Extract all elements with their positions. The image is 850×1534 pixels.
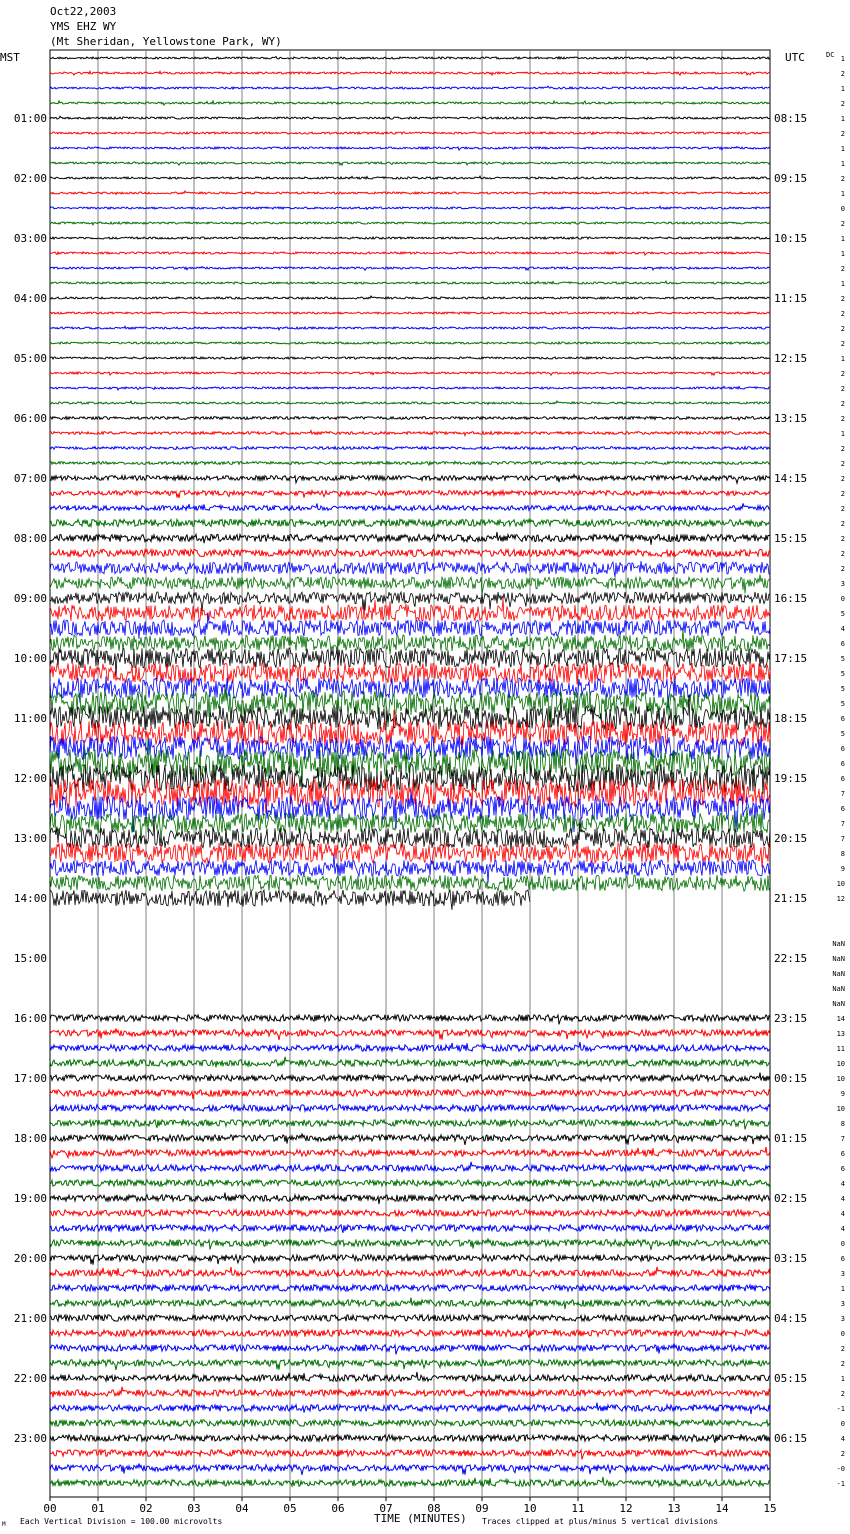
trace-value-59: NaN <box>832 940 845 948</box>
trace-value-84: 3 <box>840 1315 845 1323</box>
trace-30 <box>50 503 770 511</box>
trace-value-24: 2 <box>840 415 845 423</box>
dc-label: DC <box>826 51 835 59</box>
trace-value-8: 2 <box>840 175 845 183</box>
trace-41 <box>50 663 770 684</box>
trace-3 <box>50 101 770 105</box>
trace-12 <box>50 237 770 239</box>
trace-value-22: 2 <box>840 385 845 393</box>
trace-value-78: 4 <box>840 1225 845 1233</box>
x-tick-label-9: 09 <box>475 1502 489 1515</box>
trace-value-27: 2 <box>840 460 845 468</box>
trace-value-75: 4 <box>840 1180 845 1188</box>
mst-label-20: 21:00 <box>13 1312 47 1325</box>
utc-label-2: 10:15 <box>774 232 808 245</box>
mst-label-22: 23:00 <box>13 1432 47 1445</box>
utc-label-17: 01:15 <box>774 1132 808 1145</box>
header-station: YMS EHZ WY <box>50 20 117 33</box>
trace-33 <box>50 549 770 556</box>
trace-93 <box>50 1450 770 1460</box>
utc-axis-label: UTC <box>785 51 805 64</box>
footer-left-note: Each Vertical Division = 100.00 microvolts <box>20 1517 223 1526</box>
utc-hour-labels <box>774 112 807 1445</box>
trace-76 <box>50 1193 770 1204</box>
trace-value-64: 14 <box>836 1015 845 1023</box>
trace-86 <box>50 1344 770 1355</box>
trace-value-35: 3 <box>840 580 845 588</box>
trace-7 <box>50 162 770 165</box>
utc-label-16: 00:15 <box>774 1072 808 1085</box>
trace-value-16: 2 <box>840 295 845 303</box>
header-date: Oct22,2003 <box>50 5 117 18</box>
mst-hour-labels <box>14 112 47 1445</box>
trace-91 <box>50 1420 770 1426</box>
utc-label-6: 14:15 <box>774 472 808 485</box>
x-tick-label-11: 11 <box>571 1502 585 1515</box>
trace-78 <box>50 1224 770 1233</box>
trace-value-42: 5 <box>840 685 845 693</box>
trace-value-88: 1 <box>840 1375 845 1383</box>
trace-74 <box>50 1162 770 1173</box>
mst-label-9: 10:00 <box>13 652 47 665</box>
trace-37 <box>50 598 770 621</box>
trace-value-50: 6 <box>840 805 845 813</box>
trace-value-10: 0 <box>840 205 845 213</box>
trace-value-66: 11 <box>836 1045 845 1053</box>
trace-value-15: 1 <box>840 280 845 288</box>
trace-77 <box>50 1210 770 1216</box>
mst-label-17: 18:00 <box>13 1132 47 1145</box>
trace-value-80: 6 <box>840 1255 845 1263</box>
trace-20 <box>50 357 770 360</box>
utc-label-14: 22:15 <box>774 952 808 965</box>
trace-value-17: 2 <box>840 310 845 318</box>
trace-value-73: 6 <box>840 1150 845 1158</box>
trace-9 <box>50 191 770 194</box>
trace-83 <box>50 1298 770 1309</box>
utc-label-7: 15:15 <box>774 532 808 545</box>
utc-label-20: 04:15 <box>774 1312 808 1325</box>
trace-value-31: 2 <box>840 520 845 528</box>
trace-value-41: 5 <box>840 670 845 678</box>
x-tick-label-1: 01 <box>91 1502 105 1515</box>
x-tick-label-8: 08 <box>427 1502 441 1515</box>
trace-0 <box>50 57 770 60</box>
trace-value-51: 7 <box>840 820 845 828</box>
trace-value-74: 6 <box>840 1165 845 1173</box>
trace-value-21: 2 <box>840 370 845 378</box>
mst-axis-label: MST <box>0 51 20 64</box>
trace-value-39: 6 <box>840 640 845 648</box>
trace-value-14: 2 <box>840 265 845 273</box>
mst-label-12: 13:00 <box>13 832 47 845</box>
trace-value-46: 6 <box>840 745 845 753</box>
trace-value-5: 2 <box>840 130 845 138</box>
trace-value-52: 7 <box>840 835 845 843</box>
trace-55 <box>50 875 770 891</box>
utc-label-9: 17:15 <box>774 652 808 665</box>
utc-label-4: 12:15 <box>774 352 808 365</box>
trace-value-49: 7 <box>840 790 845 798</box>
trace-72 <box>50 1134 770 1145</box>
trace-94 <box>50 1464 770 1475</box>
trace-value-93: 2 <box>840 1450 845 1458</box>
mst-label-11: 12:00 <box>13 772 47 785</box>
trace-16 <box>50 296 770 299</box>
trace-69 <box>50 1090 770 1099</box>
trace-32 <box>50 532 770 545</box>
utc-label-0: 08:15 <box>774 112 808 125</box>
utc-label-11: 19:15 <box>774 772 808 785</box>
trace-14 <box>50 267 770 271</box>
trace-value-79: 0 <box>840 1240 845 1248</box>
trace-value-54: 9 <box>840 865 845 873</box>
footer-right-note: Traces clipped at plus/minus 5 vertical divisions <box>482 1517 719 1526</box>
trace-value-90: -1 <box>836 1405 845 1413</box>
traces <box>50 57 770 1487</box>
trace-value-30: 2 <box>840 505 845 513</box>
x-tick-label-5: 05 <box>283 1502 297 1515</box>
trace-36 <box>50 592 770 611</box>
trace-73 <box>50 1147 770 1158</box>
trace-value-0: 1 <box>840 55 845 63</box>
mst-label-14: 15:00 <box>13 952 47 965</box>
trace-value-column <box>832 55 845 1488</box>
trace-23 <box>50 401 770 404</box>
trace-value-63: NaN <box>832 1000 845 1008</box>
x-tick-label-10: 10 <box>523 1502 537 1515</box>
mst-label-1: 02:00 <box>13 172 47 185</box>
trace-64 <box>50 1015 770 1025</box>
trace-87 <box>50 1360 770 1370</box>
trace-15 <box>50 281 770 284</box>
trace-value-69: 9 <box>840 1090 845 1098</box>
x-axis-label: TIME (MINUTES) <box>374 1512 467 1525</box>
trace-value-26: 2 <box>840 445 845 453</box>
trace-value-89: 2 <box>840 1390 845 1398</box>
trace-value-62: NaN <box>832 985 845 993</box>
trace-10 <box>50 206 770 209</box>
trace-34 <box>50 561 770 577</box>
trace-value-1: 2 <box>840 70 845 78</box>
x-tick-label-14: 14 <box>715 1502 729 1515</box>
x-tick-label-6: 06 <box>331 1502 345 1515</box>
trace-88 <box>50 1372 770 1381</box>
trace-82 <box>50 1285 770 1291</box>
trace-value-7: 1 <box>840 160 845 168</box>
trace-value-6: 1 <box>840 145 845 153</box>
utc-label-22: 06:15 <box>774 1432 808 1445</box>
trace-4 <box>50 116 770 119</box>
trace-value-45: 5 <box>840 730 845 738</box>
utc-label-5: 13:15 <box>774 412 808 425</box>
mst-label-0: 01:00 <box>13 112 47 125</box>
trace-value-72: 7 <box>840 1135 845 1143</box>
trace-value-48: 6 <box>840 775 845 783</box>
trace-value-28: 2 <box>840 475 845 483</box>
trace-24 <box>50 417 770 420</box>
trace-2 <box>50 86 770 89</box>
trace-value-29: 2 <box>840 490 845 498</box>
trace-6 <box>50 147 770 150</box>
trace-value-87: 2 <box>840 1360 845 1368</box>
trace-value-4: 1 <box>840 115 845 123</box>
trace-value-13: 1 <box>840 250 845 258</box>
trace-value-43: 5 <box>840 700 845 708</box>
mst-label-3: 04:00 <box>13 292 47 305</box>
x-tick-label-13: 13 <box>667 1502 681 1515</box>
trace-53 <box>50 843 770 867</box>
trace-value-94: -0 <box>836 1465 845 1473</box>
utc-label-10: 18:15 <box>774 712 808 725</box>
trace-value-47: 6 <box>840 760 845 768</box>
trace-value-23: 2 <box>840 400 845 408</box>
trace-value-18: 2 <box>840 325 845 333</box>
utc-label-12: 20:15 <box>774 832 808 845</box>
mst-label-21: 22:00 <box>13 1372 47 1385</box>
trace-value-65: 13 <box>836 1030 845 1038</box>
utc-label-8: 16:15 <box>774 592 808 605</box>
trace-value-71: 8 <box>840 1120 845 1128</box>
trace-value-19: 2 <box>840 340 845 348</box>
trace-value-85: 0 <box>840 1330 845 1338</box>
trace-value-55: 10 <box>836 880 845 888</box>
utc-label-3: 11:15 <box>774 292 808 305</box>
mst-label-5: 06:00 <box>13 412 47 425</box>
trace-value-81: 3 <box>840 1270 845 1278</box>
trace-25 <box>50 431 770 436</box>
trace-value-11: 2 <box>840 220 845 228</box>
x-tick-label-2: 02 <box>139 1502 153 1515</box>
trace-31 <box>50 519 770 526</box>
trace-value-37: 5 <box>840 610 845 618</box>
trace-75 <box>50 1180 770 1188</box>
x-tick-label-0: 00 <box>43 1502 57 1515</box>
trace-11 <box>50 222 770 225</box>
trace-27 <box>50 461 770 465</box>
utc-label-1: 09:15 <box>774 172 808 185</box>
mst-label-15: 16:00 <box>13 1012 47 1025</box>
x-tick-label-7: 07 <box>379 1502 393 1515</box>
trace-51 <box>50 807 770 842</box>
trace-95 <box>50 1477 770 1486</box>
mst-label-18: 19:00 <box>13 1192 47 1205</box>
trace-8 <box>50 176 770 179</box>
trace-68 <box>50 1073 770 1083</box>
x-tick-label-3: 03 <box>187 1502 201 1515</box>
trace-value-91: 0 <box>840 1420 845 1428</box>
trace-value-3: 2 <box>840 100 845 108</box>
trace-value-38: 4 <box>840 625 845 633</box>
trace-81 <box>50 1267 770 1278</box>
mst-label-7: 08:00 <box>13 532 47 545</box>
utc-label-18: 02:15 <box>774 1192 808 1205</box>
trace-21 <box>50 372 770 376</box>
trace-value-86: 2 <box>840 1345 845 1353</box>
trace-80 <box>50 1255 770 1265</box>
trace-79 <box>50 1239 770 1250</box>
trace-value-32: 2 <box>840 535 845 543</box>
trace-value-67: 10 <box>836 1060 845 1068</box>
trace-29 <box>50 491 770 498</box>
trace-67 <box>50 1057 770 1068</box>
trace-value-36: 0 <box>840 595 845 603</box>
mst-label-2: 03:00 <box>13 232 47 245</box>
trace-1 <box>50 71 770 75</box>
mst-label-13: 14:00 <box>13 892 47 905</box>
header-location: (Mt Sheridan, Yellowstone Park, WY) <box>50 35 282 48</box>
trace-92 <box>50 1434 770 1443</box>
trace-28 <box>50 475 770 484</box>
trace-value-76: 4 <box>840 1195 845 1203</box>
trace-84 <box>50 1315 770 1321</box>
trace-value-33: 2 <box>840 550 845 558</box>
trace-18 <box>50 326 770 330</box>
trace-value-40: 5 <box>840 655 845 663</box>
trace-value-53: 8 <box>840 850 845 858</box>
utc-label-19: 03:15 <box>774 1252 808 1265</box>
trace-26 <box>50 447 770 450</box>
trace-value-12: 1 <box>840 235 845 243</box>
trace-value-95: -1 <box>836 1480 845 1488</box>
trace-value-92: 4 <box>840 1435 845 1443</box>
utc-label-13: 21:15 <box>774 892 808 905</box>
trace-22 <box>50 386 770 390</box>
x-tick-label-12: 12 <box>619 1502 633 1515</box>
x-tick-label-4: 04 <box>235 1502 249 1515</box>
trace-13 <box>50 252 770 255</box>
trace-value-56: 12 <box>836 895 845 903</box>
mst-label-10: 11:00 <box>13 712 47 725</box>
trace-70 <box>50 1105 770 1112</box>
trace-5 <box>50 132 770 135</box>
trace-value-83: 3 <box>840 1300 845 1308</box>
trace-value-44: 6 <box>840 715 845 723</box>
corner-mark: M <box>2 1521 6 1528</box>
header <box>50 5 282 48</box>
trace-value-70: 10 <box>836 1105 845 1113</box>
utc-label-21: 05:15 <box>774 1372 808 1385</box>
trace-value-60: NaN <box>832 955 845 963</box>
trace-value-34: 2 <box>840 565 845 573</box>
trace-85 <box>50 1329 770 1338</box>
mst-label-8: 09:00 <box>13 592 47 605</box>
trace-value-61: NaN <box>832 970 845 978</box>
trace-90 <box>50 1403 770 1414</box>
trace-65 <box>50 1029 770 1040</box>
trace-19 <box>50 342 770 344</box>
trace-66 <box>50 1042 770 1051</box>
trace-89 <box>50 1387 770 1398</box>
trace-17 <box>50 312 770 314</box>
trace-value-68: 10 <box>836 1075 845 1083</box>
utc-label-15: 23:15 <box>774 1012 808 1025</box>
mst-label-19: 20:00 <box>13 1252 47 1265</box>
mst-label-4: 05:00 <box>13 352 47 365</box>
trace-value-9: 1 <box>840 190 845 198</box>
trace-value-20: 1 <box>840 355 845 363</box>
trace-value-77: 4 <box>840 1210 845 1218</box>
trace-71 <box>50 1119 770 1129</box>
trace-value-25: 1 <box>840 430 845 438</box>
mst-label-16: 17:00 <box>13 1072 47 1085</box>
trace-value-2: 1 <box>840 85 845 93</box>
mst-label-6: 07:00 <box>13 472 47 485</box>
trace-value-82: 1 <box>840 1285 845 1293</box>
x-tick-label-15: 15 <box>763 1502 777 1515</box>
